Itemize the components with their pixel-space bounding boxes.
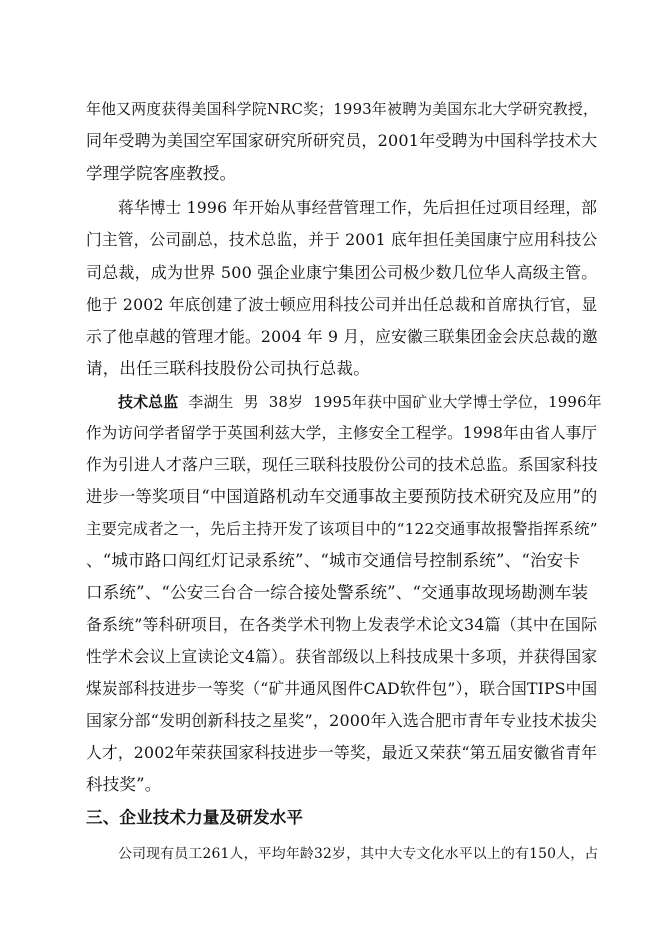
para2-line-1: 蒋华博士 1996 年开始从事经营管理工作，先后担任过项目经理，部 — [118, 198, 598, 217]
para1-line-3: 学理学院客座教授。 — [86, 164, 237, 183]
para3-line-12: 人才，2002年荣获国家科技进步一等奖，最近又荣获“第五届安徽省青年 — [86, 743, 598, 762]
para2-line-6: 请，出任三联科技股份公司执行总裁。 — [86, 359, 370, 378]
para3-line-9: 性学术会议上宣读论文4篇）。获省部级以上科技成果十多项，并获得国家 — [86, 647, 598, 666]
para3-gender: 男 — [243, 393, 259, 411]
para3-line-3: 作为引进人才落户三联，现任三联科技股份公司的技术总监。系国家科技 — [86, 455, 598, 474]
para3-name: 李湖生 — [188, 393, 234, 411]
para3-line-8: 备系统”等科研项目，在各类学术刊物上发表学术论文34篇（其中在国际 — [86, 615, 598, 634]
para1-line-2: 同年受聘为美国空军国家研究所研究员，2001年受聘为中国科学技术大 — [86, 131, 598, 150]
para2-line-3: 司总裁，成为世界 500 强企业康宁集团公司极少数几位华人高级主管。 — [86, 263, 598, 282]
para3-line-10: 煤炭部科技进步一等奖（“矿井通风图件CAD软件包”），联合国TIPS中国 — [86, 679, 598, 698]
para3-line-1-rest: 1995年获中国矿业大学博士学位，1996年 — [313, 393, 602, 411]
para3-line-11: 国家分部“发明创新科技之星奖”，2000年入选合肥市青年专业技术拔尖 — [86, 711, 597, 730]
para3-line-13: 科技奖”。 — [86, 775, 162, 794]
para3-line-6: 、“城市路口闯红灯记录系统”、“城市交通信号控制系统”、“治安卡 — [86, 551, 581, 570]
section-heading: 三、企业技术力量及研发水平 — [86, 808, 304, 827]
para3-line-7: 口系统”、“公安三台合一综合接处警系统”、“交通事故现场勘测车装 — [86, 583, 589, 602]
para2-line-5: 示了他卓越的管理才能。2004 年 9 月，应安徽三联集团金会庆总裁的邀 — [86, 327, 598, 346]
para2-line-4: 他于 2002 年底创建了波士顿应用科技公司并出任总裁和首席执行官，显 — [86, 295, 598, 314]
para1-line-1: 年他又两度获得美国科学院NRC奖；1993年被聘为美国东北大学研究教授， — [86, 100, 599, 118]
para3-line-1 — [118, 392, 602, 412]
para3-line-5: 主要完成者之一，先后主持开发了该项目中的“122交通事故报警指挥系统” — [86, 520, 598, 538]
para3-age: 38岁 — [268, 393, 304, 411]
section3-line-1: 公司现有员工261人，平均年龄32岁，其中大专文化水平以上的有150人，占 — [118, 846, 599, 862]
para3-line-2: 作为访问学者留学于英国利兹大学，主修安全工程学。1998年由省人事厅 — [86, 424, 598, 442]
para2-line-2: 门主管，公司副总，技术总监，并于 2001 底年担任美国康宁应用科技公 — [86, 230, 598, 249]
para3-line-4: 进步一等奖项目“中国道路机动车交通事故主要预防技术研究及应用”的 — [86, 487, 598, 506]
para3-title-label: 技术总监 — [118, 393, 179, 411]
